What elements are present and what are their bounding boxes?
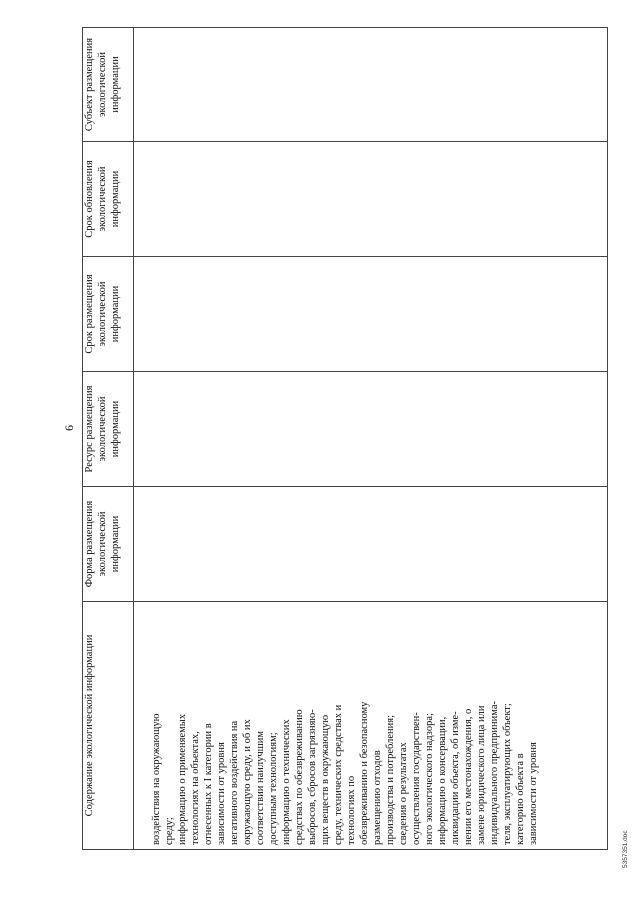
- content-line: зависимости от уровня: [528, 742, 539, 845]
- content-line: среду, технических средствах и: [333, 704, 344, 845]
- content-line: технологиях по: [346, 775, 357, 845]
- content-line: ликвидации объекта, об изме-: [450, 711, 461, 845]
- environmental-info-table: [82, 27, 608, 850]
- content-line: соответствии наилучшим: [255, 731, 266, 845]
- content-line: производства и потребления;: [385, 715, 396, 845]
- content-line: среду;: [164, 817, 175, 845]
- content-line: средствах по обезвреживанию: [294, 709, 305, 845]
- update-term-cell: [134, 142, 608, 257]
- content-line: технологиях на объектах,: [190, 731, 201, 845]
- table-row: [134, 28, 608, 850]
- content-line: замене юридического лица или: [476, 705, 487, 845]
- header-form: Форма размещения экологической информации: [83, 487, 134, 602]
- subject-cell: [134, 28, 608, 142]
- content-line: воздействия на окружающую: [151, 713, 162, 845]
- content-line: выбросов, сбросов загрязняю-: [307, 709, 318, 845]
- header-update-term: Срок обновления экологической информации: [83, 142, 134, 257]
- content-line: информацию о применяемых: [177, 713, 188, 845]
- content-line: информацию о технических: [281, 719, 292, 845]
- table-header-row: [83, 28, 134, 850]
- content-line: обезвреживанию и безопасному: [359, 701, 370, 845]
- placement-term-cell: [134, 257, 608, 372]
- resource-cell: [134, 372, 608, 487]
- document-id: 5357351.doc: [622, 830, 629, 868]
- form-cell: [134, 487, 608, 602]
- content-line: зависимости от уровня: [216, 742, 227, 845]
- content-line: окружающую среду, и об их: [242, 719, 253, 845]
- content-line: негативного воздействия на: [229, 720, 240, 845]
- content-line: индивидуального предпринима-: [489, 701, 500, 845]
- content-cell: [134, 602, 608, 850]
- content-line: отнесенных к I категории в: [203, 723, 214, 845]
- content-line: доступным технологиям;: [268, 732, 279, 845]
- header-subject: Субъект размещения экологической информации: [83, 28, 134, 142]
- page-number: 6: [62, 425, 76, 431]
- content-line: нении его местонахождения, о: [463, 708, 474, 845]
- content-line: сведения о результатах: [398, 742, 409, 845]
- content-line: щих веществ в окружающую: [320, 714, 331, 845]
- rotated-page: [0, 18, 640, 868]
- content-line: ного экологического надзора;: [424, 713, 435, 845]
- content-line: информацию о консервации,: [437, 716, 448, 845]
- content-line: категорию объекта в: [515, 753, 526, 845]
- header-placement-term: Срок размещения экологической информации: [83, 257, 134, 372]
- content-line: теля, эксплуатирующих объект;: [502, 703, 513, 845]
- header-content: Содержание экологической информации: [83, 602, 134, 850]
- content-text: [150, 605, 540, 845]
- header-resource: Ресурс размещения экологической информации: [83, 372, 134, 487]
- content-line: размещению отходов: [372, 750, 383, 845]
- content-line: осуществления государствен-: [411, 712, 422, 845]
